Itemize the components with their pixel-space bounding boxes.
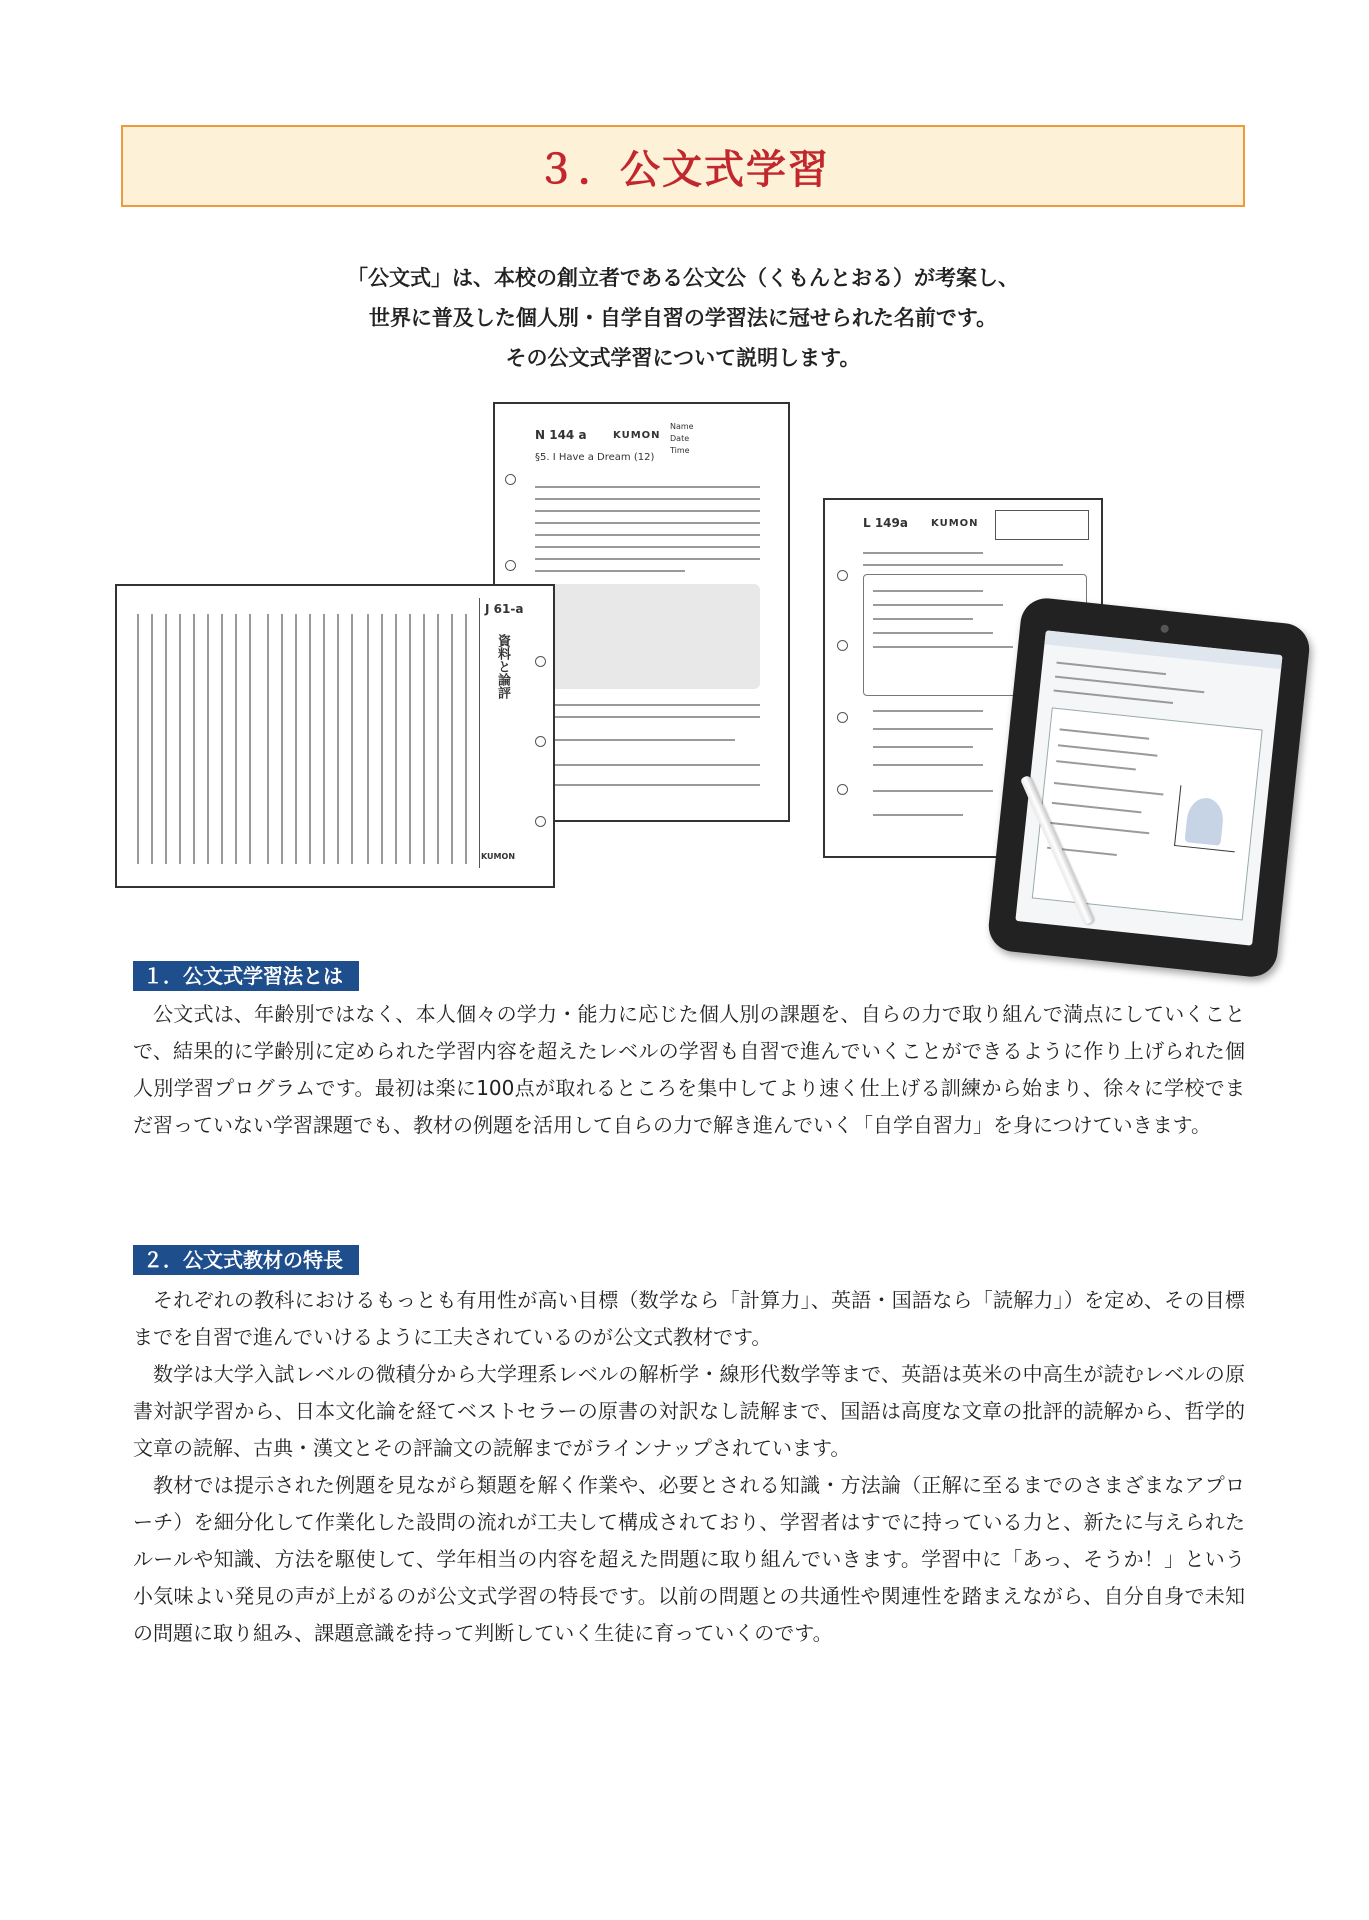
title-box bbox=[121, 125, 1245, 207]
math-sheet-brand: KUMON bbox=[931, 518, 979, 529]
section-heading: １．公文式学習法とは bbox=[133, 961, 359, 991]
japanese-worksheet-image bbox=[115, 584, 555, 888]
section-body bbox=[133, 1282, 1245, 1652]
section-body bbox=[133, 996, 1245, 1144]
japanese-sheet-brand: KUMON bbox=[481, 852, 516, 861]
intro-line: 世界に普及した個人別・自学自習の学習法に冠せられた名前です。 bbox=[368, 306, 998, 330]
math-sheet-code: L 149a bbox=[863, 516, 908, 530]
page-title: ３．公文式学習 bbox=[536, 145, 830, 193]
english-sheet-name-label: Name bbox=[670, 422, 694, 431]
paragraph: 教材では提示された例題を見ながら類題を解く作業や、必要とされる知識・方法論（正解に至るまでのさまざまなアプローチ）を細分化して作業化した設問の流れが工夫して構成されており、学習者はすでに持っている力と、新たに与えられたルールや知識、方法を駆使して、学年相当の内容を超えた問題に取り組んでいきます。学習中に「あっ、そうか！」という小気味よい発見の声が上がるのが公文式学習の特長です。以前の問題との共通性や関連性を踏まえながら、自分自身で未知の問題に取り組み、課題意識を持って判断していく生徒に育っていくのです。 bbox=[133, 1473, 1245, 1645]
tablet-screen bbox=[1015, 630, 1282, 945]
paragraph: 数学は大学入試レベルの微積分から大学理系レベルの解析学・線形代数学等まで、英語は英米の中高生が読むレベルの原書対訳学習から、日本文化論を経てベストセラーの原書の対訳なし読解まで、国語は高度な文章の批評的読解から、哲学的文章の読解、古典・漢文とその評論文の読解までがラインナップされています。 bbox=[133, 1362, 1245, 1460]
intro bbox=[121, 258, 1245, 378]
english-sheet-heading: §5. I Have a Dream (12) bbox=[535, 452, 655, 463]
english-sheet-code: N 144 a bbox=[535, 428, 587, 442]
intro-line: その公文式学習について説明します。 bbox=[505, 346, 861, 370]
camera-icon bbox=[1160, 624, 1169, 633]
intro-line: 「公文式」は、本校の創立者である公文公（くもんとおる）が考案し、 bbox=[347, 266, 1019, 290]
english-sheet-brand: KUMON bbox=[613, 430, 661, 441]
japanese-sheet-code: J 61-a bbox=[485, 602, 524, 616]
english-sheet-time-label: Time bbox=[670, 446, 690, 455]
paragraph: それぞれの教科におけるもっとも有用性が高い目標（数学なら「計算力」、英語・国語なら「読解力」）を定め、その目標までを自習で進んでいけるように工夫されているのが公文式教材です。 bbox=[133, 1288, 1245, 1349]
japanese-sheet-label: 資料と論評 bbox=[495, 634, 510, 699]
section-heading: ２．公文式教材の特長 bbox=[133, 1245, 359, 1275]
english-sheet-date-label: Date bbox=[670, 434, 690, 443]
paragraph: 公文式は、年齢別ではなく、本人個々の学力・能力に応じた個人別の課題を、自らの力で取り組んで満点にしていくことで、結果的に学齢別に定められた学習内容を超えたレベルの学習も自習で進んでいくことができるように作り上げられた個人別学習プログラムです。最初は楽に100点が取れるところを集中してより速く仕上げる訓練から始まり、徐々に学校でまだ習っていない学習課題でも、教材の例題を活用して自らの力で解き進んでいく「自学自習力」を身につけていきます。 bbox=[133, 1002, 1245, 1137]
